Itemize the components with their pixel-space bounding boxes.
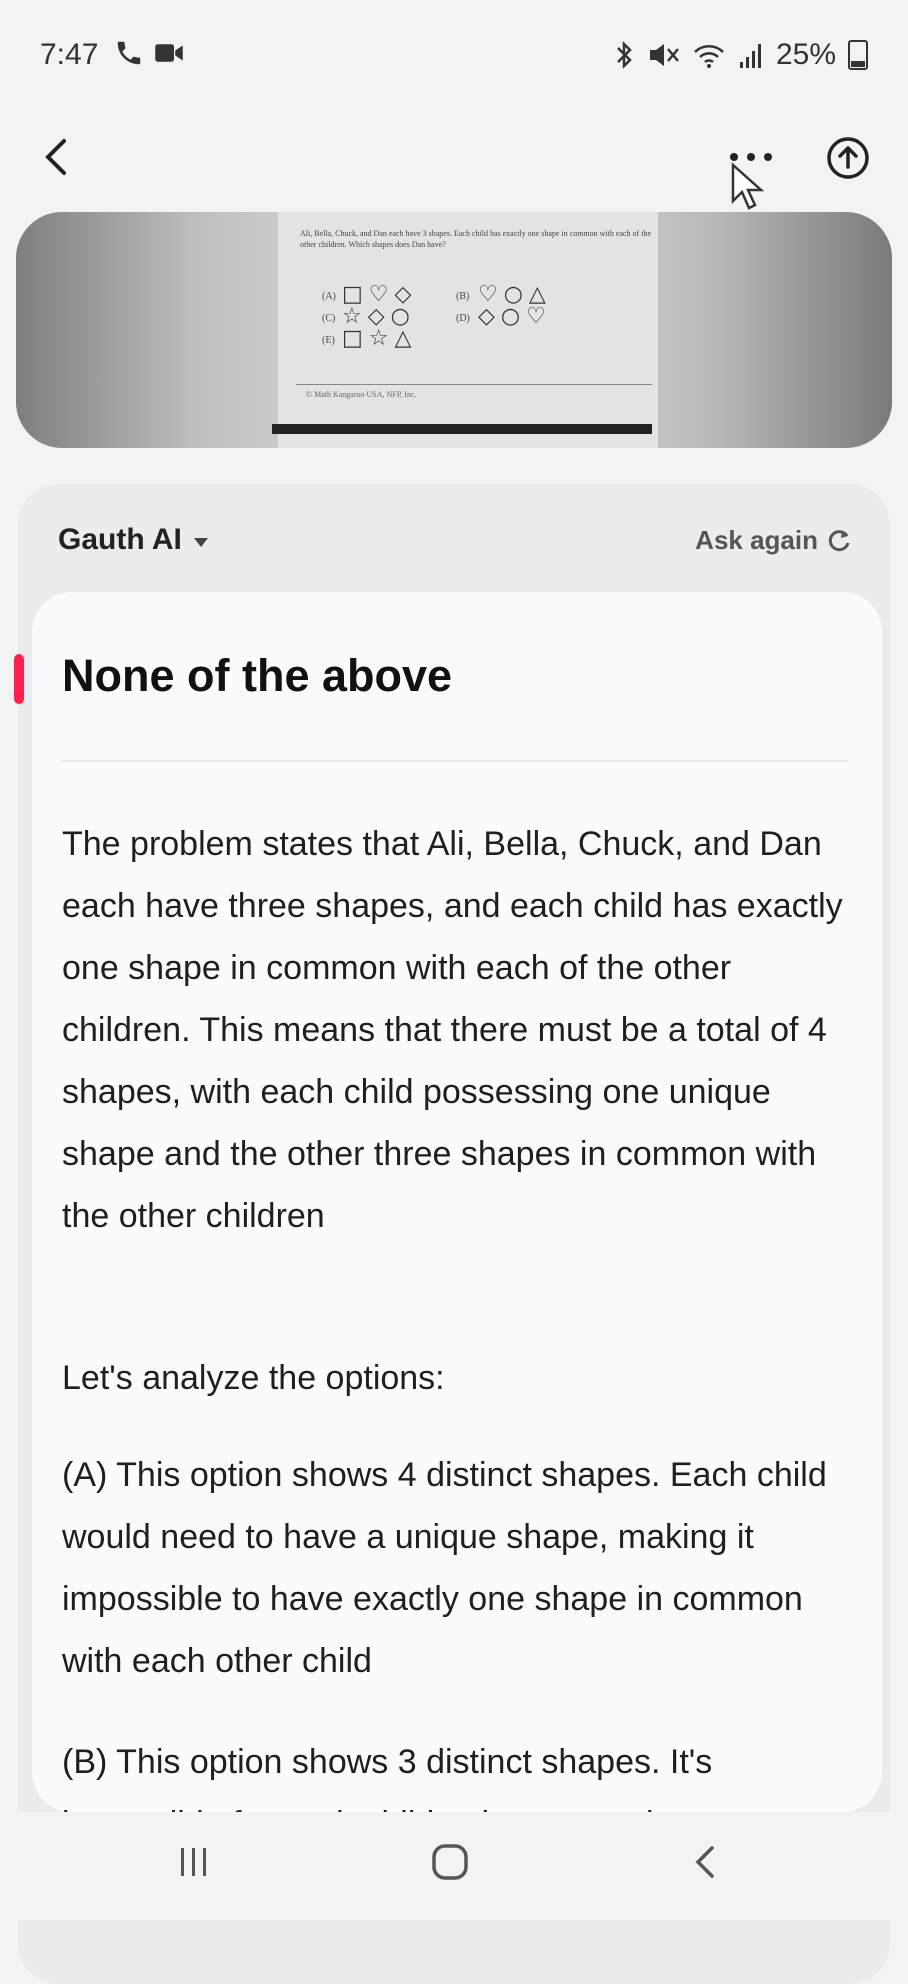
- chevron-left-icon: [40, 137, 70, 177]
- explanation-paragraph: Let's analyze the options:: [62, 1359, 445, 1397]
- share-button[interactable]: [826, 136, 870, 185]
- nav-back-button[interactable]: [690, 1842, 720, 1892]
- photo-question-text: Ali, Bella, Chuck, and Dan each have 3 shapes. Each child has exactly one shape in common with each of the other children. Which shapes does Dan have?: [300, 229, 651, 249]
- ask-again-label: Ask again: [695, 525, 818, 555]
- photo-option-shapes: ♡○△: [478, 282, 552, 307]
- photo-option-shapes: □☆△: [342, 326, 418, 351]
- explanation-paragraph: (B) This option shows 3 distinct shapes. It's: [62, 1743, 713, 1781]
- photo-option-label: (B): [456, 291, 470, 302]
- status-right-icons: [614, 38, 868, 72]
- system-nav-bar: [0, 1812, 908, 1920]
- source-label: Gauth AI: [58, 523, 182, 556]
- photo-option-label: (E): [322, 335, 335, 346]
- explanation-paragraph: The problem states that Ali, Bella, Chuck, and Dan each have three shapes, and each child has exactly one shape in common with each of the other children. This means that there must be a total of 4 shapes, with each child possessing one unique shape and the other three shapes in common with the other children: [62, 825, 843, 1235]
- back-icon: [690, 1842, 720, 1882]
- cursor-icon: [730, 162, 764, 212]
- photo-option-shapes: □♡◇: [342, 282, 418, 307]
- answer-title: None of the above: [62, 650, 453, 701]
- explanation-paragraph: (A) This option shows 4 distinct shapes. Each child would need to have a unique shape, making it impossible to have exactly one shape in common with each other child: [62, 1456, 827, 1680]
- phone-icon: [114, 38, 144, 68]
- recents-icon: [176, 1842, 212, 1882]
- home-icon: [430, 1842, 470, 1882]
- status-bar: [0, 0, 908, 110]
- photo-rule: [296, 384, 652, 385]
- caret-down-icon: [194, 538, 208, 547]
- photo-option-shapes: ☆◇○: [342, 304, 416, 329]
- photo-option-label: (C): [322, 313, 336, 324]
- bluetooth-icon: [614, 40, 634, 70]
- recents-button[interactable]: [176, 1842, 212, 1892]
- photo-option-label: (D): [456, 313, 470, 324]
- battery-icon: [848, 40, 868, 70]
- signal-icon: [738, 40, 764, 70]
- status-left-icons: [114, 38, 184, 68]
- status-time: 7:47: [40, 38, 99, 71]
- share-upload-icon: [826, 136, 870, 180]
- answer-accent-bar: [14, 654, 24, 704]
- source-selector[interactable]: [58, 523, 208, 557]
- question-photo[interactable]: [16, 212, 892, 448]
- video-icon: [154, 40, 184, 66]
- photo-dark-edge: [272, 424, 652, 434]
- photo-option-shapes: ◇○♡: [478, 304, 552, 329]
- answer-divider: [62, 760, 848, 762]
- wifi-icon: [692, 40, 726, 70]
- photo-footer: © Math Kangaroo USA, NFP, Inc.: [306, 390, 417, 399]
- photo-option-label: (A): [322, 291, 336, 302]
- battery-percent: 25%: [775, 38, 836, 71]
- refresh-icon: [826, 528, 852, 554]
- home-button[interactable]: [430, 1842, 470, 1892]
- ask-again-button[interactable]: [695, 525, 852, 556]
- back-button[interactable]: [40, 130, 70, 190]
- mute-icon: [646, 40, 680, 70]
